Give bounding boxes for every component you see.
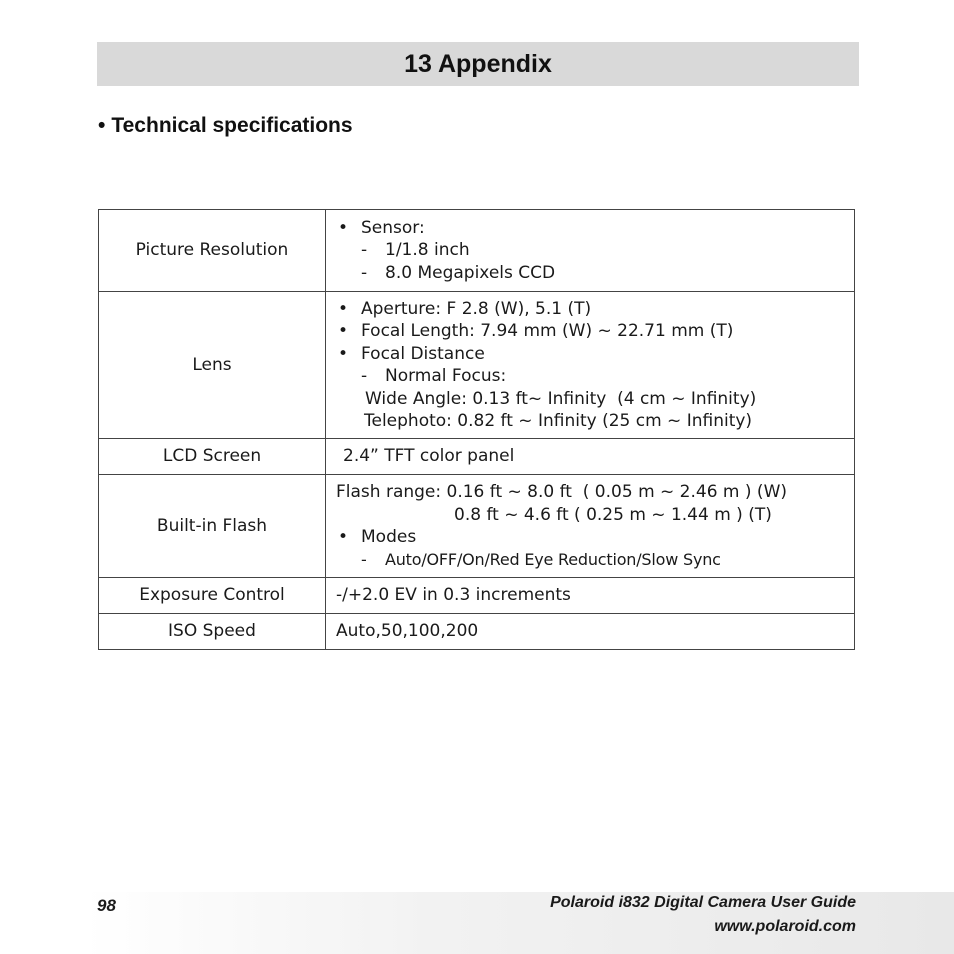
spec-value — [326, 475, 855, 578]
spec-subline: - 8.0 Megapixels CCD — [361, 262, 556, 283]
spec-label: Lens — [99, 292, 326, 439]
spec-row-lens — [99, 292, 855, 439]
spec-line: Telephoto: 0.82 ft ~ Infinity (25 cm ~ Infinity) — [364, 411, 753, 431]
spec-row-picture-resolution — [99, 210, 855, 292]
chapter-title: 13 Appendix — [404, 49, 552, 78]
spec-row-built-in-flash — [99, 475, 855, 578]
spec-row-iso-speed — [99, 614, 855, 650]
chapter-header-bar — [97, 42, 859, 86]
spec-value — [326, 292, 855, 439]
spec-subline: - Normal Focus: — [361, 366, 507, 386]
spec-row-lcd-screen — [99, 439, 855, 475]
spec-value: Auto,50,100,200 — [326, 614, 855, 650]
section-heading — [98, 114, 353, 138]
section-title: Technical specifications — [111, 114, 353, 137]
spec-line: • Focal Distance — [336, 343, 854, 366]
spec-value — [326, 210, 855, 292]
spec-label: Exposure Control — [99, 578, 326, 614]
spec-line: • Focal Length: 7.94 mm (W) ~ 22.71 mm (T) — [336, 320, 854, 343]
spec-value: -/+2.0 EV in 0.3 increments — [326, 578, 855, 614]
guide-title: Polaroid i832 Digital Camera User Guide — [550, 894, 856, 911]
spec-subline: - Auto/OFF/On/Red Eye Reduction/Slow Sync — [361, 549, 721, 569]
spec-subline: - 1/1.8 inch — [361, 240, 470, 261]
spec-label: Built-in Flash — [99, 475, 326, 578]
spec-line: • Aperture: F 2.8 (W), 5.1 (T) — [336, 298, 854, 321]
specifications-table — [98, 209, 855, 650]
spec-label: Picture Resolution — [99, 210, 326, 292]
website-link[interactable]: www.polaroid.com — [714, 918, 856, 935]
footer-info — [550, 891, 856, 939]
spec-line: • Sensor: — [336, 217, 854, 240]
spec-label: LCD Screen — [99, 439, 326, 475]
spec-line: • Modes — [336, 526, 854, 549]
spec-row-exposure-control — [99, 578, 855, 614]
page-number: 98 — [97, 896, 116, 915]
spec-line: Wide Angle: 0.13 ft~ Infinity (4 cm ~ Infinity) — [365, 388, 757, 409]
spec-line: 0.8 ft ~ 4.6 ft ( 0.25 m ~ 1.44 m ) (T) — [454, 504, 772, 525]
spec-line: Flash range: 0.16 ft ~ 8.0 ft ( 0.05 m ~ 2.46 m ) (W) — [336, 482, 788, 502]
spec-label: ISO Speed — [99, 614, 326, 650]
spec-value: 2.4” TFT color panel — [326, 439, 855, 475]
section-bullet: • — [98, 114, 106, 137]
